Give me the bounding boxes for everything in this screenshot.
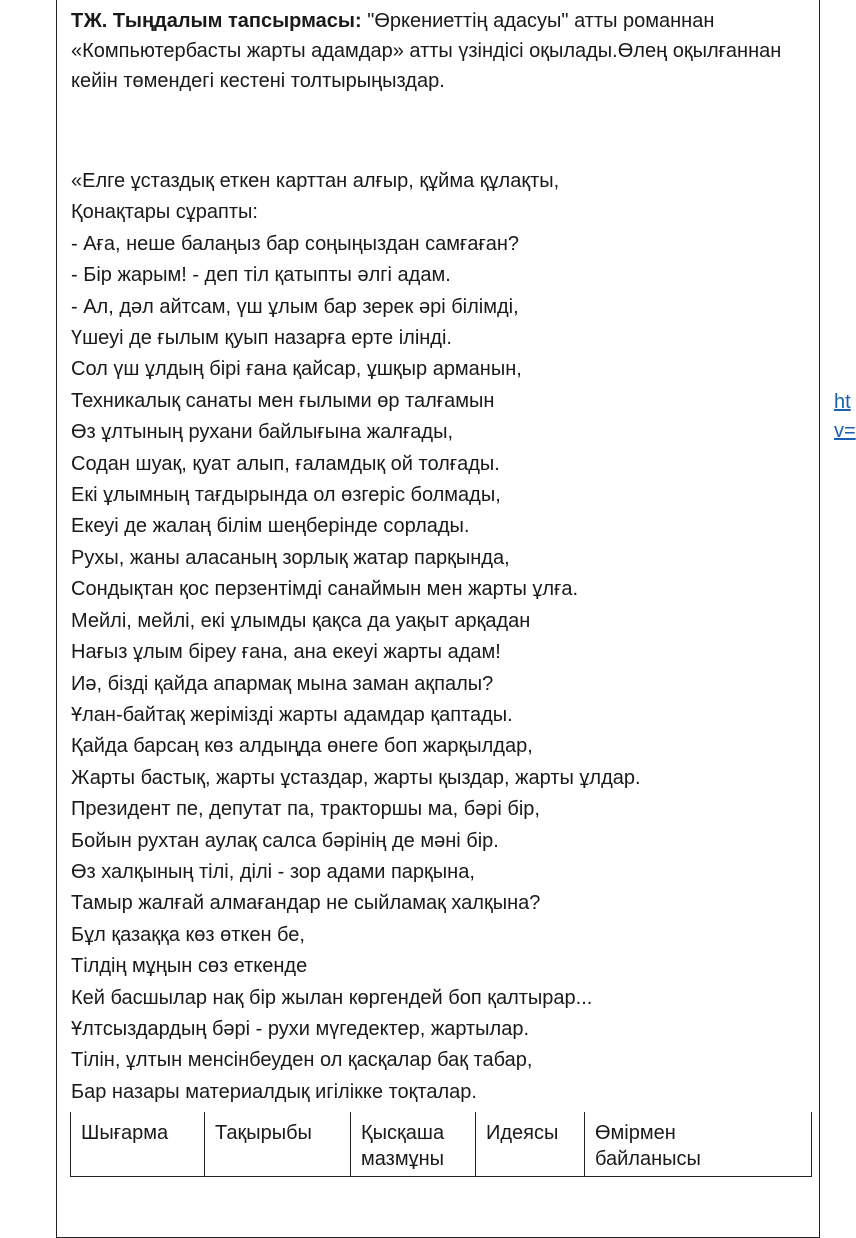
header-cell-idea [476,1112,585,1177]
task-label: ТЖ. Тыңдалым тапсырмасы: [71,10,362,32]
poem-line: Бар назары материалдық игілікке тоқталар. [71,1080,477,1103]
poem-line: Рухы, жаны аласаның зорлық жатар парқында, [71,546,510,569]
header-idea-text: Идеясы [486,1122,559,1144]
header-topic-text: Тақырыбы [215,1122,312,1144]
poem-line: Содан шуақ, қуат алып, ғаламдық ой толғады. [71,452,500,475]
poem-line: Техникалық санаты мен ғылыми өр талғамын [71,389,495,412]
poem-line: Бұл қазаққа көз өткен бе, [71,923,305,946]
poem-line: Өз ұлтының рухани байлығына жалғады, [71,421,454,444]
poem-line: Екеуі де жалаң білім шеңберінде сорлады. [71,515,470,538]
poem-line: Нағыз ұлым біреу ғана, ана екеуі жарты адам! [71,641,501,664]
header-life-text-2: байланысы [595,1148,701,1170]
header-cell-life-connection [585,1112,812,1177]
side-link-line-1: ht [834,391,851,413]
poem-line: Мейлі, мейлі, екі ұлымды қақса да уақыт арқадан [71,609,531,632]
poem-line: Өз халқының тілі, ділі - зор адами парқына, [71,860,475,883]
header-cell-summary [351,1112,476,1177]
poem-line: Екі ұлымның тағдырында ол өзгеріс болмады, [71,484,501,507]
poem-line: - Бір жарым! - деп тіл қатыпты әлгі адам. [71,264,451,287]
header-cell-work [71,1112,205,1177]
poem-line: Тамыр жалғай алмағандар не сыйламақ халқына? [71,892,541,915]
header-cell-topic [205,1112,351,1177]
header-summary-text-2: мазмұны [361,1148,444,1170]
poem-line: Жарты бастық, жарты ұстаздар, жарты қыздар, жарты ұлдар. [71,766,641,789]
side-link-line-2: v= [834,420,856,442]
table-header-row [71,1112,812,1177]
poem-line: «Елге ұстаздық еткен карттан алғыр, құйма құлақты, [71,170,560,192]
poem-line: Үшеуі де ғылым қуып назарға ерте ілінді. [71,327,452,350]
poem-line: Сол үш ұлдың бірі ғана қайсар, ұшқыр арманын, [71,358,522,381]
poem-line: Қайда барсаң көз алдыңда өнеге боп жарқылдар, [71,735,533,758]
poem-line: Президент пе, депутат па, тракторшы ма, бәрі бір, [71,798,540,821]
poem-line: Ұлтсыздардың бәрі - рухи мүгедектер, жартылар. [71,1017,530,1040]
side-link[interactable] [834,388,856,446]
poem-line: Қонақтары сұрапты: [71,201,258,224]
poem [71,166,806,1108]
poem-line: Ұлан-байтақ жерімізді жарты адамдар қаптады. [71,703,513,726]
poem-line: Тілдің мұңын сөз еткенде [71,955,308,978]
poem-line: Иә, бізді қайда апармақ мына заман ақпалы? [71,672,494,695]
header-work-text: Шығарма [81,1122,169,1144]
poem-line: - Аға, неше балаңыз бар соңыңыздан самғаған? [71,232,520,255]
header-summary-text-1: Қысқаша [361,1122,445,1144]
header-life-text-1: Өмірмен [595,1122,676,1144]
task-instruction [71,6,791,96]
summary-table [70,1112,812,1177]
poem-line: Бойын рухтан аулақ салса бәрінің де мәні бір. [71,829,499,852]
poem-line: - Ал, дәл айтсам, үш ұлым бар зерек әрі білімді, [71,295,519,318]
task-text: "Өркениеттің адасуы" атты романнан «Компьютербасты жарты адамдар» атты үзіндісі оқылады.Өлең оқылғаннан кейін төмендегі кестені толтырыңыздар. [71,10,782,92]
poem-line: Кей басшылар нақ бір жылан көргендей боп қалтырар... [71,986,593,1009]
poem-line: Сондықтан қос перзентімді санаймын мен жарты ұлға. [71,578,579,601]
poem-line: Тілін, ұлтын менсінбеуден ол қасқалар бақ табар, [71,1049,533,1072]
